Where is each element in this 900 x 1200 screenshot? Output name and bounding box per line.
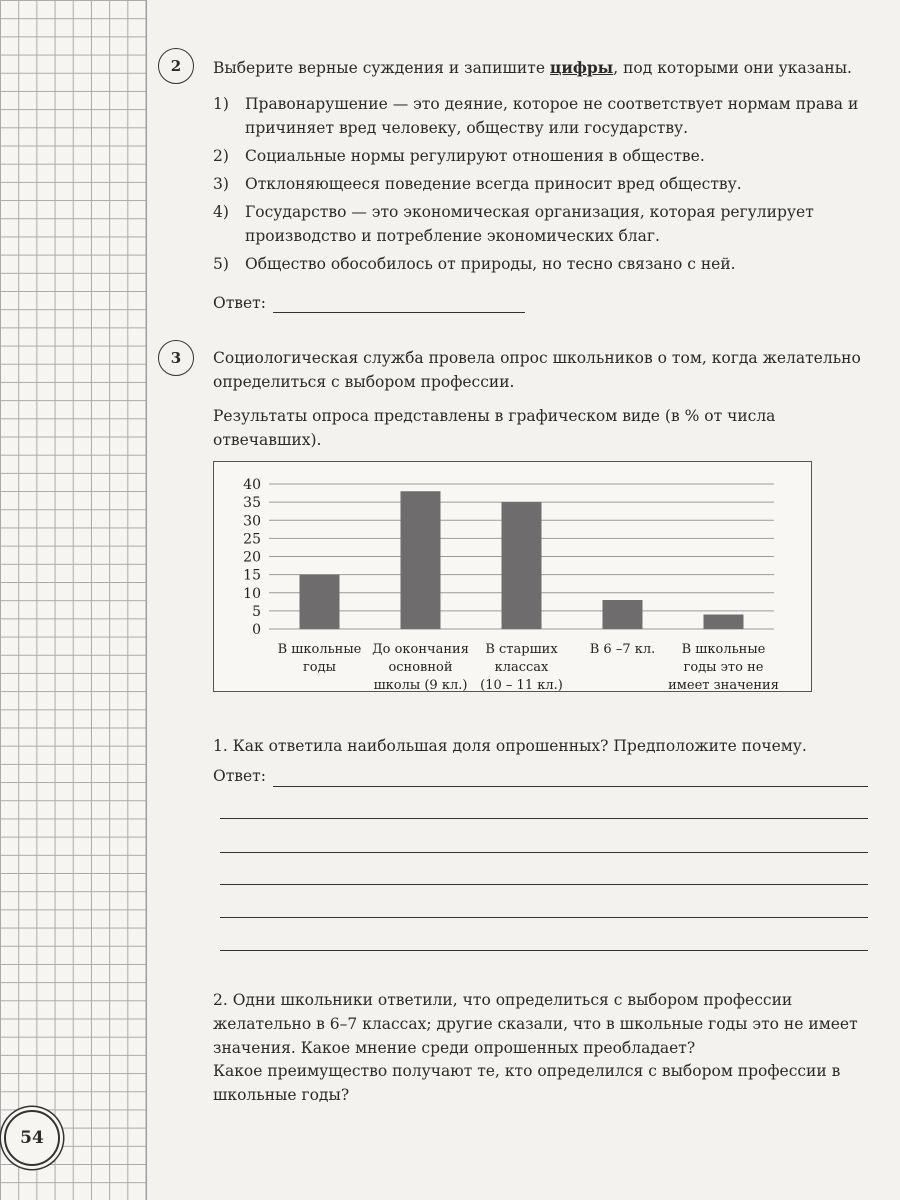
question-3-intro: Социологическая служба провела опрос школьников о том, когда желательно определиться с выбором профессии.	[213, 349, 861, 391]
q2-prompt-after: , под которыми они указаны.	[613, 59, 852, 77]
q2-option-4-num: 4)	[213, 203, 229, 221]
q2-prompt-bold: цифры	[549, 58, 614, 77]
q2-option-3-num: 3)	[213, 175, 229, 193]
bar-5	[704, 615, 744, 630]
q2-answer-label: Ответ:	[213, 294, 266, 312]
question-2-number: 2	[158, 48, 194, 84]
y-tick-label-25: 25	[243, 531, 261, 548]
y-tick-label-0: 0	[252, 622, 261, 638]
y-tick-label-35: 35	[243, 495, 261, 512]
y-tick-label-40: 40	[243, 477, 261, 493]
q2-option-5-text: Общество обособилось от природы, но тесно связано с ней.	[245, 255, 736, 273]
category-label-1-line-2: годы	[303, 660, 336, 675]
category-label-4-line-1: В 6 –7 кл.	[589, 642, 656, 657]
question-3-results-text: Результаты опроса представлены в графическом виде (в % от числа отвечавших).	[213, 407, 776, 449]
q3-answer-line-6[interactable]	[220, 950, 868, 951]
y-tick-label-15: 15	[243, 567, 261, 584]
category-label-5-line-3: имеет значения	[668, 678, 779, 691]
q2-option-1-num: 1)	[213, 95, 229, 113]
question-2-options	[213, 92, 868, 280]
q3-answer-line-2[interactable]	[220, 818, 868, 819]
category-label-3-line-2: классах	[494, 660, 549, 675]
q2-option-1-text: Правонарушение — это деяние, которое не соответствует нормам права и причиняет вред человеку, обществу или государству.	[245, 95, 859, 137]
q2-answer-field[interactable]	[273, 312, 525, 313]
q3-sub2-question: 2. Одни школьники ответили, что определиться с выбором профессии желательно в 6–7 классах; другие сказали, что в школьные годы это не имеет значения. Какое мнение среди опрошенных преобладает?	[213, 991, 858, 1057]
bar-2	[401, 491, 441, 629]
category-label-3-line-1: В старших	[485, 642, 558, 657]
question-3-number: 3	[158, 340, 194, 376]
y-tick-label-20: 20	[243, 549, 261, 566]
q3-answer-line-5[interactable]	[220, 917, 868, 918]
q2-option-5	[213, 252, 868, 276]
q3-answer-line-1[interactable]	[273, 786, 868, 787]
survey-bar-chart	[214, 462, 811, 691]
q2-option-5-num: 5)	[213, 255, 229, 273]
q2-option-3-text: Отклоняющееся поведение всегда приносит вред обществу.	[245, 175, 742, 193]
category-label-2-line-2: основной	[388, 660, 453, 675]
bar-3	[502, 502, 542, 629]
q2-option-4-text: Государство — это экономическая организация, которая регулирует производство и потребление экономических благ.	[245, 203, 814, 245]
y-tick-label-10: 10	[243, 585, 261, 602]
y-tick-label-5: 5	[252, 603, 261, 620]
q2-option-2-num: 2)	[213, 147, 229, 165]
category-label-3-line-3: (10 – 11 кл.)	[480, 678, 563, 691]
category-label-5-line-2: годы это не	[683, 660, 764, 675]
category-label-5-line-1: В школьные	[681, 642, 766, 657]
category-label-2-line-1: До окончания	[372, 642, 469, 657]
q2-option-1	[213, 92, 868, 140]
q3-sub2-followup: Какое преимущество получают те, кто определился с выбором профессии в школьные годы?	[213, 1062, 841, 1104]
y-tick-label-30: 30	[243, 513, 261, 530]
q2-prompt-before: Выберите верные суждения и запишите	[213, 59, 550, 77]
bar-4	[603, 600, 643, 629]
page-number: 54	[4, 1110, 60, 1166]
survey-chart	[213, 461, 812, 692]
q3-answer-line-4[interactable]	[220, 884, 868, 885]
q2-option-2	[213, 144, 868, 168]
question-2-prompt	[213, 56, 868, 80]
bar-1	[300, 575, 340, 629]
q2-option-4	[213, 200, 868, 248]
q2-option-2-text: Социальные нормы регулируют отношения в обществе.	[245, 147, 705, 165]
grid-margin	[0, 0, 147, 1200]
q2-option-3	[213, 172, 868, 196]
q3-answer-line-3[interactable]	[220, 852, 868, 853]
q3-sub1-question: 1. Как ответила наибольшая доля опрошенных? Предположите почему.	[213, 737, 807, 755]
category-label-2-line-3: школы (9 кл.)	[373, 678, 468, 691]
category-label-1-line-1: В школьные	[277, 642, 362, 657]
q3-answer-label: Ответ:	[213, 767, 266, 785]
